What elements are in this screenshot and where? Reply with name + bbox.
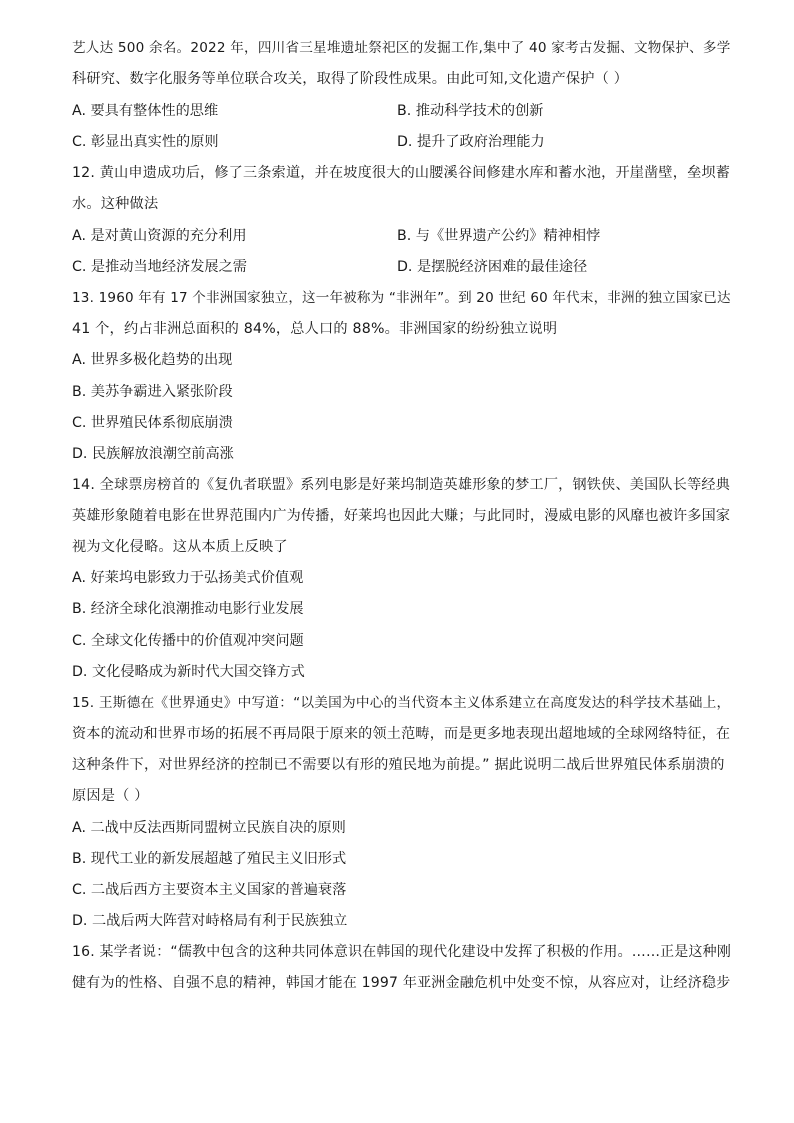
q13-option-a: A. 世界多极化趋势的出现 (72, 352, 233, 368)
q12-option-c: C. 是推动当地经济发展之需 (72, 259, 247, 275)
q15-line-1: 15. 王斯德在《世界通史》中写道：“以美国为中心的当代资本主义体系建立在高度发达的科学技术基础上， (72, 695, 731, 711)
q11-option-c: C. 彰显出真实性的原则 (72, 134, 219, 150)
q12-option-a: A. 是对黄山资源的充分利用 (72, 228, 247, 244)
q14-option-c: C. 全球文化传播中的价值观冲突问题 (72, 633, 304, 649)
q13-line-1: 13. 1960 年有 17 个非洲国家独立，这一年被称为 “非洲年”。到 20 世纪 60 年代末，非洲的独立国家已达 (72, 290, 731, 306)
q13-option-c: C. 世界殖民体系彻底崩溃 (72, 415, 233, 431)
q11-line-1: 艺人达 500 余名。2022 年，四川省三星堆遗址祭祀区的发掘工作,集中了 40 家考古发掘、文物保护、多学 (72, 40, 731, 56)
q15-line-2: 资本的流动和世界市场的拓展不再局限于原来的领土范畴，而是更多地表现出超地域的全球网络特征，在 (72, 726, 731, 742)
q14-line-3: 视为文化侵略。这从本质上反映了 (72, 539, 288, 555)
q14-option-a: A. 好莱坞电影致力于弘扬美式价值观 (72, 570, 304, 586)
q15-line-3: 这种条件下，对世界经济的控制已不需要以有形的殖民地为前提。” 据此说明二战后世界殖民体系崩溃的 (72, 757, 725, 773)
q11-option-a: A. 要具有整体性的思维 (72, 103, 219, 119)
q12-option-d: D. 是摆脱经济困难的最佳途径 (397, 259, 588, 275)
q13-option-d: D. 民族解放浪潮空前高涨 (72, 446, 234, 462)
q12-option-b: B. 与《世界遗产公约》精神相悖 (397, 228, 601, 244)
q11-line-2: 科研究、数字化服务等单位联合攻关，取得了阶段性成果。由此可知,文化遗产保护（ ） (72, 71, 629, 87)
q11-option-d: D. 提升了政府治理能力 (397, 134, 545, 150)
q15-option-b: B. 现代工业的新发展超越了殖民主义旧形式 (72, 851, 347, 867)
q14-option-d: D. 文化侵略成为新时代大国交锋方式 (72, 664, 305, 680)
q15-line-4: 原因是（ ） (72, 788, 149, 804)
q12-line-1: 12. 黄山申遗成功后，修了三条索道，并在坡度很大的山腰溪谷间修建水库和蓄水池，开崖凿壁，垒坝蓄 (72, 165, 731, 181)
q11-option-b: B. 推动科学技术的创新 (397, 103, 544, 119)
q16-line-2: 健有为的性格、自强不息的精神，韩国才能在 1997 年亚洲金融危机中处变不惊，从容应对，让经济稳步 (72, 975, 731, 991)
q13-option-b: B. 美苏争霸进入紧张阶段 (72, 384, 233, 400)
q15-option-c: C. 二战后西方主要资本主义国家的普遍衰落 (72, 882, 347, 898)
q14-line-1: 14. 全球票房榜首的《复仇者联盟》系列电影是好莱坞制造英雄形象的梦工厂，钢铁侠、美国队长等经典 (72, 477, 731, 493)
q13-line-2: 41 个，约占非洲总面积的 84%，总人口的 88%。非洲国家的纷纷独立说明 (72, 321, 558, 337)
q14-line-2: 英雄形象随着电影在世界范围内广为传播，好莱坞也因此大赚；与此同时，漫威电影的风靡也被许多国家 (72, 508, 731, 524)
q15-option-a: A. 二战中反法西斯同盟树立民族自决的原则 (72, 820, 346, 836)
q12-line-2: 水。这种做法 (72, 196, 159, 212)
q16-line-1: 16. 某学者说：“儒教中包含的这种共同体意识在韩国的现代化建设中发挥了积极的作用。……正是这种刚 (72, 944, 732, 960)
q14-option-b: B. 经济全球化浪潮推动电影行业发展 (72, 601, 304, 617)
q15-option-d: D. 二战后两大阵营对峙格局有利于民族独立 (72, 913, 348, 929)
